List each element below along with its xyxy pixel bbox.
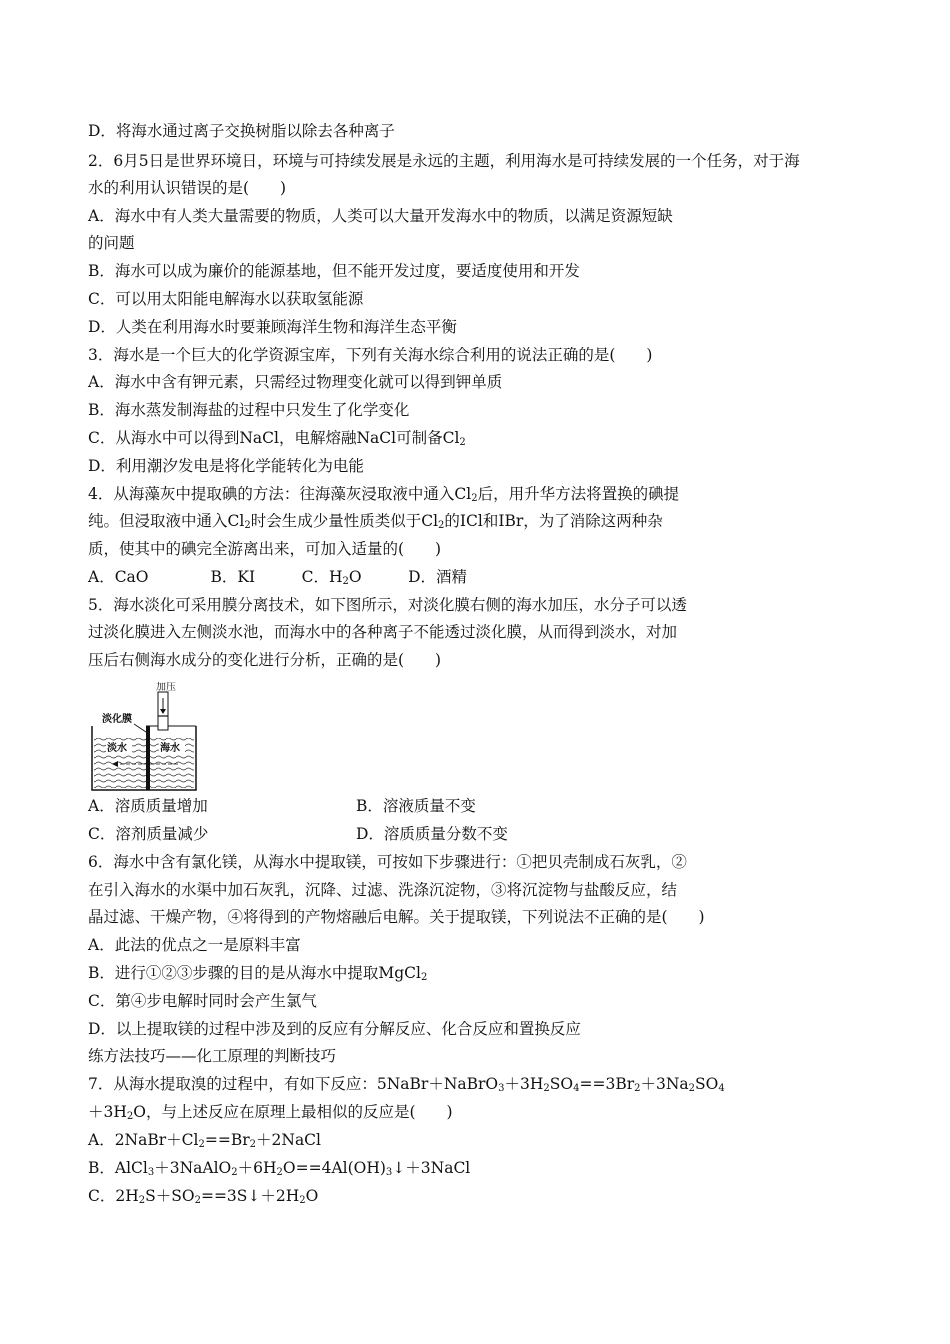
q2-stem-line2: 水的利用认识错误的是( )	[88, 179, 287, 197]
q6-stem-line2: 在引入海水的水渠中加石灰乳，沉降、过滤、洗涤沉淀物，③将沉淀物与盐酸反应，结	[88, 881, 678, 899]
q7-option-c: C．$2H_2S+SO_2==3S↓+2H_2O$	[88, 1187, 319, 1206]
q5-option-c: C．溶剂质量减少	[88, 825, 209, 843]
membrane-desalination-diagram	[86, 682, 198, 792]
q6-option-c: C．第④步电解时同时会产生氯气	[88, 992, 317, 1010]
q6-option-a: A．此法的优点之一是原料丰富	[88, 936, 301, 954]
membrane-pointer	[134, 724, 146, 732]
q2-option-b: B．海水可以成为廉价的能源基地，但不能开发过度，要适度使用和开发	[88, 262, 580, 280]
membrane	[146, 726, 150, 790]
q2-stem-line1: 2．6月5日是世界环境日，环境与可持续发展是永远的主题，利用海水是可持续发展的一个任务，对于海	[88, 152, 800, 170]
q6-option-b: B．进行①②③步骤的目的是从海水中提取MgCl$_2$	[88, 964, 428, 983]
q5-stem-line1: 5．海水淡化可采用膜分离技术，如下图所示，对淡化膜右侧的海水加压，水分子可以透	[88, 596, 687, 614]
q5-option-d: D．溶质质量分数不变	[356, 825, 508, 843]
q5-option-b: B．溶液质量不变	[356, 797, 476, 815]
q3-option-a: A．海水中含有钾元素，只需经过物理变化就可以得到钾单质	[88, 373, 503, 391]
q4-options: A．CaO B．KI C．$H_2O$ D．酒精	[88, 568, 467, 587]
label-membrane: 淡化膜	[102, 714, 132, 725]
section-heading: 练方法技巧——化工原理的判断技巧	[88, 1047, 337, 1065]
q4-stem-line2: 纯。但浸取液中通入$Cl_2$时会生成少量性质类似于$Cl_2$的ICl和IBr，为了消除这两种杂	[88, 512, 663, 531]
q6-option-d: D．以上提取镁的过程中涉及到的反应有分解反应、化合反应和置换反应	[88, 1020, 581, 1038]
q3-option-b: B．海水蒸发制海盐的过程中只发生了化学变化	[88, 401, 410, 419]
q7-stem-line1: 7．从海水提取溴的过程中，有如下反应：$5NaBr+NaBrO_3+3H_2SO_4==3Br_2+3Na_2SO_4$	[88, 1075, 725, 1094]
q7-option-a: A．$2NaBr+Cl_2==Br_2+2NaCl$	[88, 1131, 321, 1150]
q4-stem-line3: 质，使其中的碘完全游离出来，可加入适量的( )	[88, 540, 442, 558]
q6-stem-line3: 晶过滤、干燥产物，④将得到的产物熔融后电解。关于提取镁，下列说法不正确的是( )	[88, 908, 705, 926]
q5-option-a: A．溶质质量增加	[88, 797, 208, 815]
q5-stem-line2: 过淡化膜进入左侧淡水池，而海水中的各种离子不能透过淡化膜，从而得到淡水，对加	[88, 623, 678, 641]
label-sea-water: 海水	[160, 743, 180, 754]
q2-option-d: D．人类在利用海水时要兼顾海洋生物和海洋生态平衡	[88, 318, 457, 336]
q2-option-a-line1: A．海水中有人类大量需要的物质，人类可以大量开发海水中的物质，以满足资源短缺	[88, 207, 673, 225]
q3-option-c: C．从海水中可以得到NaCl，电解熔融NaCl可制备$Cl_2$	[88, 429, 466, 448]
q7-option-b: B．$AlCl_3+3NaAlO_2+6H_2O==4Al(OH)_3↓+3NaCl$	[88, 1159, 471, 1178]
q2-option-a-line2: 的问题	[88, 234, 135, 252]
q3-option-d: D．利用潮汐发电是将化学能转化为电能	[88, 457, 364, 475]
label-pressure: 加压	[156, 682, 176, 693]
q2-option-c: C．可以用太阳能电解海水以获取氢能源	[88, 290, 364, 308]
q1-option-d: D．将海水通过离子交换树脂以除去各种离子	[88, 122, 395, 140]
label-fresh-water: 淡水	[107, 743, 127, 754]
q4-stem-line1: 4．从海藻灰中提取碘的方法：往海藻灰浸取液中通入$Cl_2$后，用升华方法将置换的碘提	[88, 485, 680, 504]
q5-stem-line3: 压后右侧海水成分的变化进行分析，正确的是( )	[88, 651, 442, 669]
q3-stem: 3．海水是一个巨大的化学资源宝库，下列有关海水综合利用的说法正确的是( )	[88, 346, 653, 364]
q6-stem-line1: 6．海水中含有氯化镁，从海水中提取镁，可按如下步骤进行：①把贝壳制成石灰乳，②	[88, 853, 687, 871]
q7-stem-line2: $+3H_2O$，与上述反应在原理上最相似的反应是( )	[88, 1103, 453, 1122]
